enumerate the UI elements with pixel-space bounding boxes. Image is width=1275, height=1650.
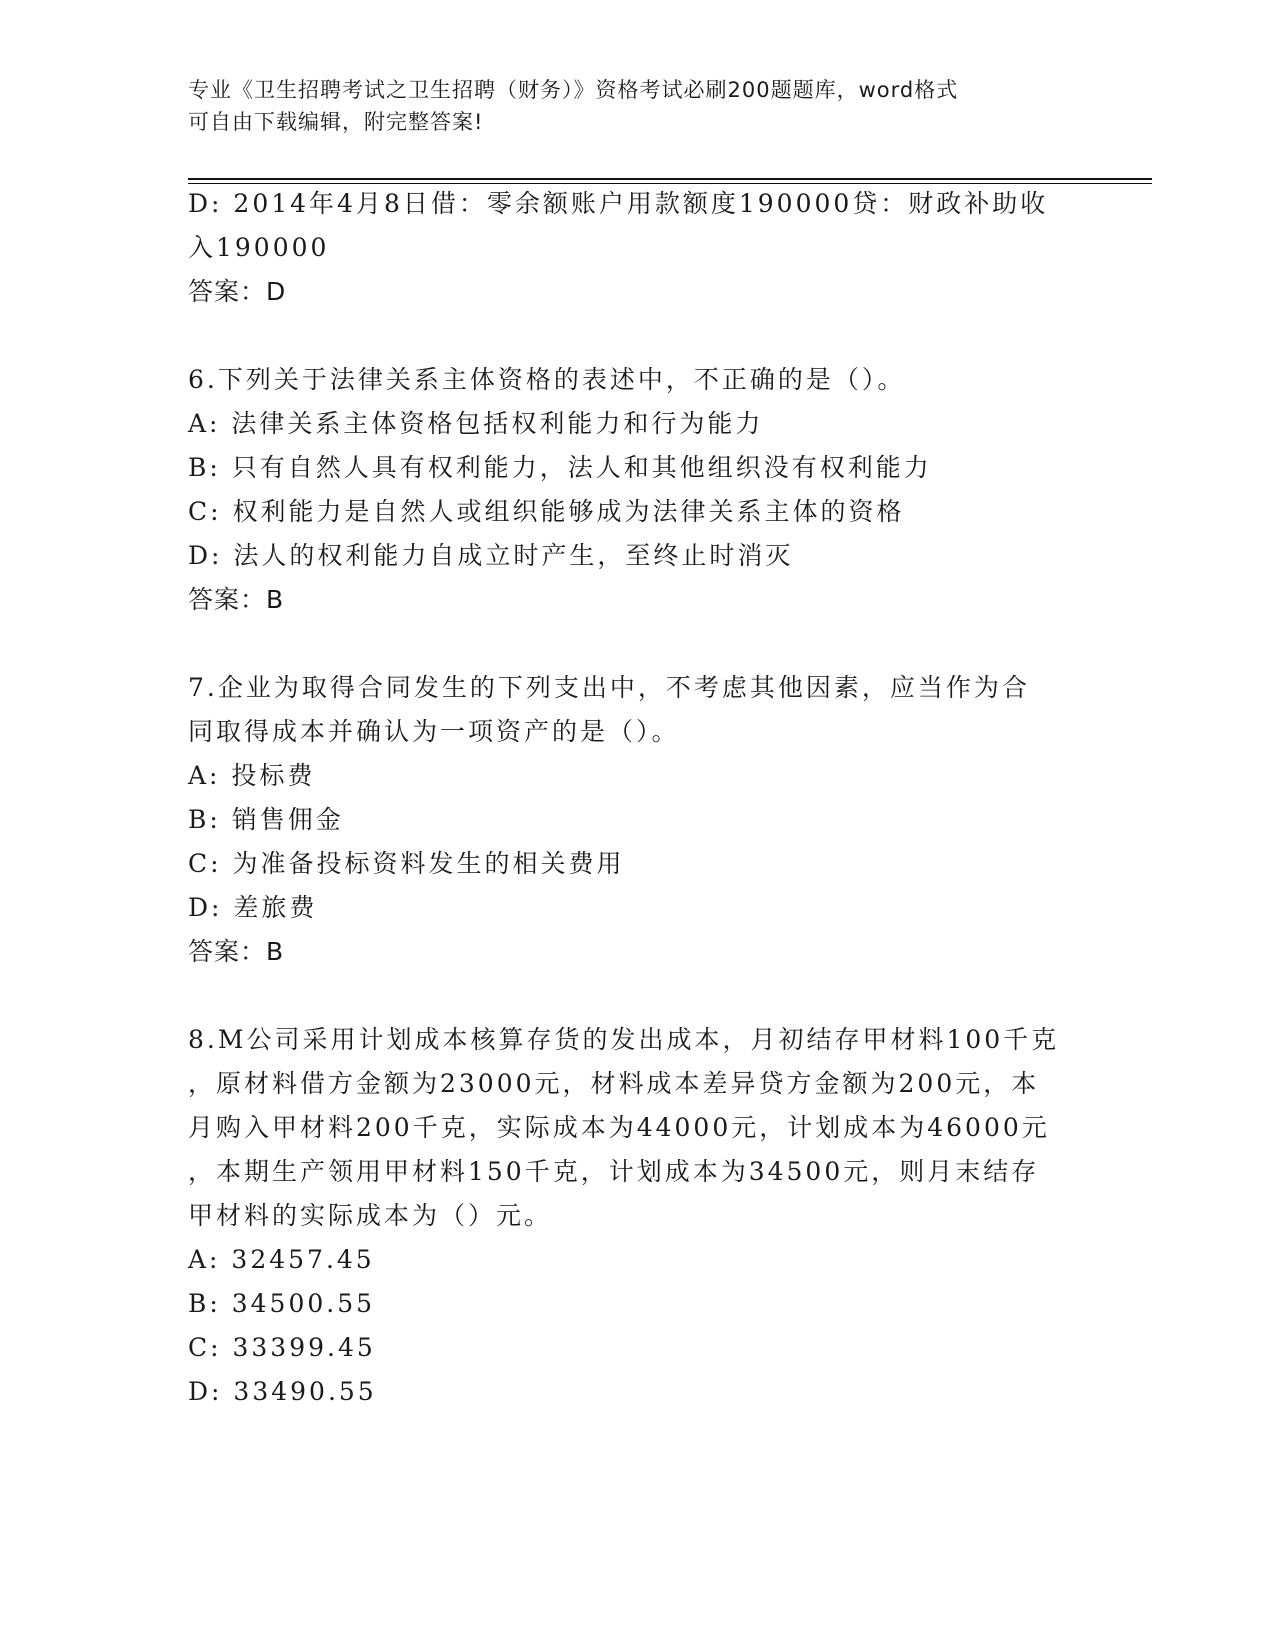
q7-option-b: B: 销售佣金 <box>188 805 344 834</box>
document-header <box>188 74 1088 138</box>
q6-option-a: A: 法律关系主体资格包括权利能力和行为能力 <box>188 409 764 438</box>
prev-answer: 答案：D <box>188 277 287 306</box>
q6-option-b: B: 只有自然人具有权利能力，法人和其他组织没有权利能力 <box>188 453 932 482</box>
q8-stem-line-3: 月购入甲材料200千克，实际成本为44000元，计划成本为46000元 <box>188 1113 1050 1142</box>
q8-option-a: A: 32457.45 <box>188 1245 375 1274</box>
q8-stem-line-2: ，原材料借方金额为23000元，材料成本差异贷方金额为200元，本 <box>188 1069 1040 1098</box>
header-divider-thick <box>188 178 1152 180</box>
q6-option-c: C: 权利能力是自然人或组织能够成为法律关系主体的资格 <box>188 497 905 526</box>
q6-answer: 答案：B <box>188 585 285 614</box>
prev-option-d-line-1: D: 2014年4月8日借：零余额账户用款额度190000贷：财政补助收 <box>188 189 1049 218</box>
q7-stem-line-2: 同取得成本并确认为一项资产的是（）。 <box>188 717 680 746</box>
header-divider-thin <box>188 183 1152 184</box>
q8-option-c: C: 33399.45 <box>188 1333 376 1362</box>
q8-stem-line-4: ，本期生产领用甲材料150千克，计划成本为34500元，则月末结存 <box>188 1157 1040 1186</box>
q7-answer: 答案：B <box>188 937 285 966</box>
header-line-2: 可自由下载编辑，附完整答案! <box>188 110 484 134</box>
q6-stem-line-1: 6.下列关于法律关系主体资格的表述中，不正确的是（）。 <box>188 365 906 394</box>
q6-option-d: D: 法人的权利能力自成立时产生，至终止时消灭 <box>188 541 794 570</box>
q8-stem-line-5: 甲材料的实际成本为（）元。 <box>188 1201 553 1230</box>
q7-stem-line-1: 7.企业为取得合同发生的下列支出中，不考虑其他因素，应当作为合 <box>188 673 1030 702</box>
prev-option-d-line-2: 入190000 <box>188 233 330 262</box>
q7-option-c: C: 为准备投标资料发生的相关费用 <box>188 849 625 878</box>
q8-stem-line-1: 8.M公司采用计划成本核算存货的发出成本，月初结存甲材料100千克 <box>188 1025 1060 1054</box>
header-line-1: 专业《卫生招聘考试之卫生招聘（财务）》资格考试必刷200题题库，word格式 <box>188 78 959 102</box>
q8-option-d: D: 33490.55 <box>188 1377 377 1406</box>
q7-option-a: A: 投标费 <box>188 761 316 790</box>
q7-option-d: D: 差旅费 <box>188 893 318 922</box>
q8-option-b: B: 34500.55 <box>188 1289 376 1318</box>
